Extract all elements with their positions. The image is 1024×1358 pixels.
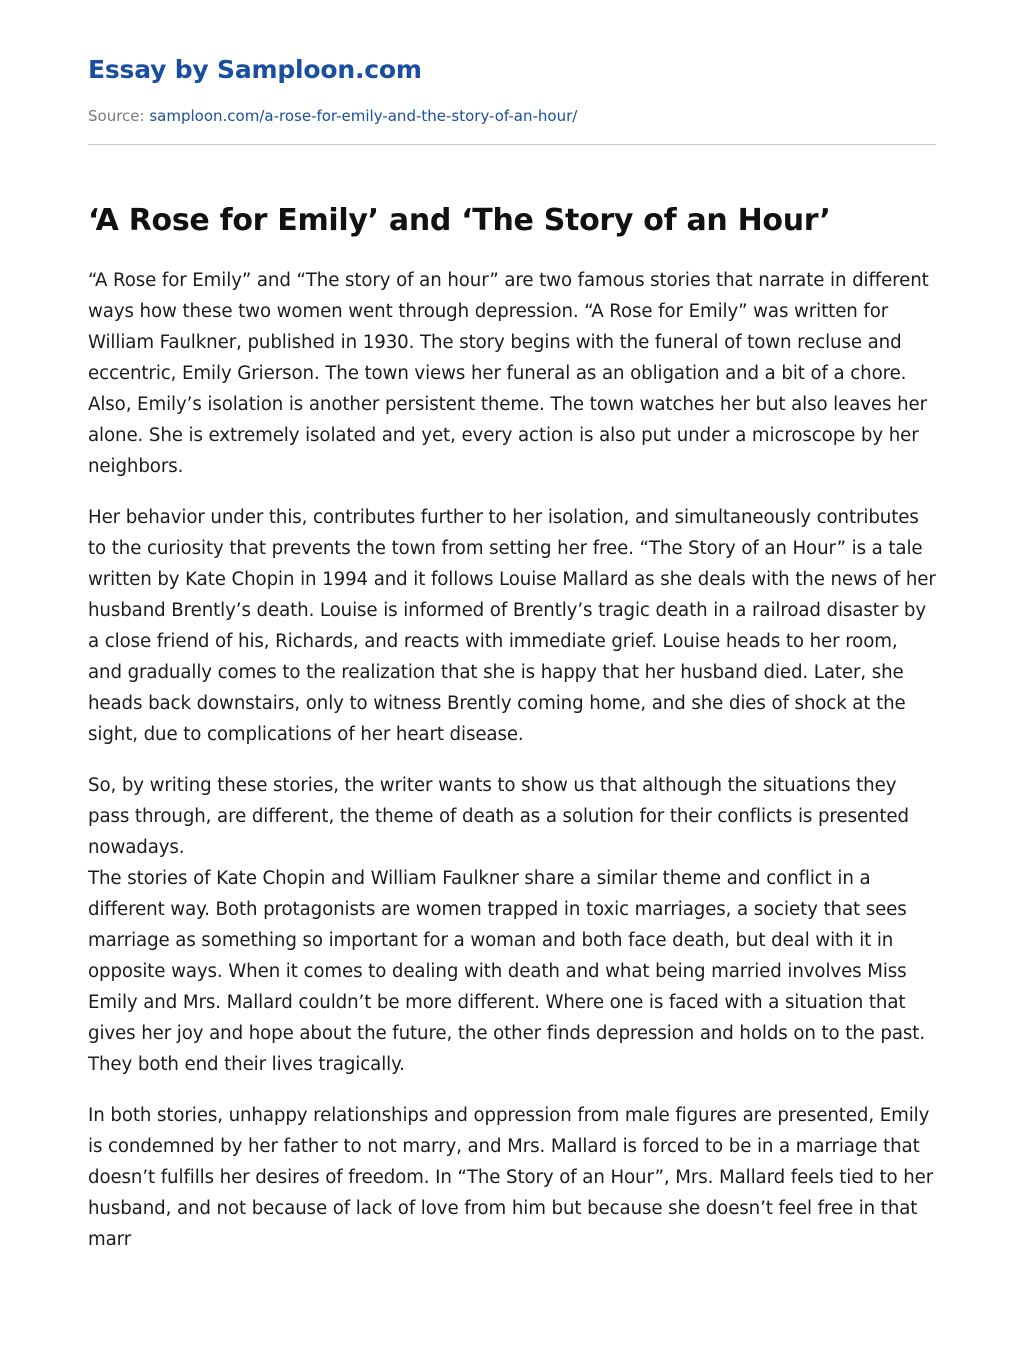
essay-paragraph: Her behavior under this, contributes further to her isolation, and simultaneously contributes to the curiosity that prevents the town from setting her free. “The Story of an Hour” is a tale written by Kate Chopin in 1994 and it follows Louise Mallard as she deals with the news of her husband Brently’s death. Louise is informed of Brently’s tragic death in a railroad disaster by a close friend of his, Richards, and reacts with immediate grief. Louise heads to her room, and gradually comes to the realization that she is happy that her husband died. Later, she heads back downstairs, only to witness Brently coming home, and she dies of shock at the sight, due to complications of her heart disease. — [88, 507, 936, 745]
essay-paragraph: The stories of Kate Chopin and William Faulkner share a similar theme and conflict in a different way. Both protagonists are women trapped in toxic marriages, a society that sees marriage as something so important for a woman and both face death, but deal with it in opposite ways. When it comes to dealing with death and what being married involves Miss Emily and Mrs. Mallard couldn’t be more different. Where one is faced with a situation that gives her joy and hope about the future, the other finds depression and holds on to the past. They both end their lives tragically. — [88, 868, 926, 1075]
header-divider — [88, 144, 936, 145]
essay-title: ‘A Rose for Emily’ and ‘The Story of an Hour’ — [88, 203, 831, 238]
essay-paragraph: “A Rose for Emily” and “The story of an hour” are two famous stories that narrate in different ways how these two women went through depression. “A Rose for Emily” was written for William Faulkner, published in 1930. The story begins with the funeral of town recluse and eccentric, Emily Grierson. The town views her funeral as an obligation and a bit of a chore. Also, Emily’s isolation is another persistent theme. The town watches her but also leaves her alone. She is extremely isolated and yet, every action is also put under a microscope by her neighbors. — [88, 270, 929, 477]
site-brand[interactable]: Essay by Samploon.com — [88, 55, 422, 84]
essay-body — [88, 265, 936, 1255]
essay-paragraph: In both stories, unhappy relationships and oppression from male figures are presented, Emily is condemned by her father to not marry, and Mrs. Mallard is forced to be in a marriage that doesn’t fulfills her desires of freedom. In “The Story of an Hour”, Mrs. Mallard feels tied to her husband, and not because of lack of love from him but because she doesn’t feel free in that marr — [88, 1105, 934, 1250]
source-link[interactable]: samploon.com/a-rose-for-emily-and-the-story-of-an-hour/ — [149, 107, 578, 125]
essay-paragraph: So, by writing these stories, the writer wants to show us that although the situations they pass through, are different, the theme of death as a solution for their conflicts is presented nowadays. — [88, 775, 909, 858]
source-label: Source: — [88, 107, 145, 125]
source-line — [88, 106, 936, 126]
